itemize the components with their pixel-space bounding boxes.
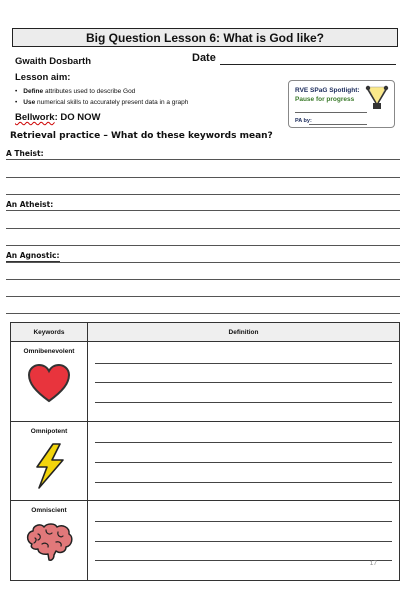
definition-line <box>95 402 392 403</box>
answer-line <box>6 279 400 280</box>
definition-line <box>95 560 392 561</box>
table-row <box>11 342 400 422</box>
bellwork-label: Bellwork: DO NOW <box>15 112 101 123</box>
definition-cell[interactable] <box>88 422 400 501</box>
date-label: Date <box>192 52 216 64</box>
keyword-cell <box>11 342 88 422</box>
lightning-icon <box>29 443 69 489</box>
definition-cell[interactable] <box>88 342 400 422</box>
definition-line <box>95 482 392 483</box>
table-row <box>11 422 400 501</box>
answer-line <box>6 296 400 297</box>
keyword-table <box>10 322 400 581</box>
answer-line <box>6 210 400 211</box>
spag-spotlight-box <box>288 80 395 128</box>
definition-line <box>95 363 392 364</box>
spag-line <box>309 124 367 125</box>
definition-cell[interactable] <box>88 501 400 581</box>
lesson-aim-item: • Define attributes used to describe God <box>15 88 188 95</box>
header-definition: Definition <box>88 323 400 342</box>
keyword-cell <box>11 422 88 501</box>
definition-line <box>95 442 392 443</box>
keyword-name: Omnipotent <box>30 428 68 435</box>
heart-icon <box>27 363 71 403</box>
term-agnostic: An Agnostic: <box>6 251 60 260</box>
spotlight-icon <box>364 85 390 111</box>
keyword-name: Omniscient <box>31 507 67 514</box>
spag-subtitle: Pause for progress <box>295 96 355 103</box>
spag-line <box>295 112 367 113</box>
brain-icon <box>24 522 74 562</box>
definition-line <box>95 521 392 522</box>
retrieval-heading: Retrieval practice – What do these keywords mean? <box>10 131 273 141</box>
answer-line <box>6 228 400 229</box>
header-keywords: Keywords <box>11 323 88 342</box>
answer-line <box>6 262 400 263</box>
answer-line <box>6 194 400 195</box>
worksheet-title: Big Question Lesson 6: What is God like? <box>12 28 398 47</box>
definition-line <box>95 462 392 463</box>
table-row <box>11 501 400 581</box>
term-theist: A Theist: <box>6 149 44 158</box>
lesson-aim-item: • Use numerical skills to accurately present data in a graph <box>15 99 188 106</box>
page-number: 17 <box>369 560 377 567</box>
lesson-aim-list <box>15 88 188 110</box>
pa-by-label: PA by: <box>295 118 312 124</box>
term-atheist: An Atheist: <box>6 200 54 209</box>
school-label: Gwaith Dosbarth <box>15 56 92 67</box>
date-line <box>220 64 396 65</box>
table-header-row <box>11 323 400 342</box>
answer-line <box>6 313 400 314</box>
answer-line <box>6 177 400 178</box>
spag-title: RVE SPaG Spotlight: <box>295 87 360 94</box>
definition-line <box>95 382 392 383</box>
definition-line <box>95 541 392 542</box>
keyword-cell <box>11 501 88 581</box>
keyword-name: Omnibenevolent <box>23 348 75 355</box>
answer-line <box>6 245 400 246</box>
answer-line <box>6 159 400 160</box>
lesson-aim-label: Lesson aim: <box>15 72 71 83</box>
